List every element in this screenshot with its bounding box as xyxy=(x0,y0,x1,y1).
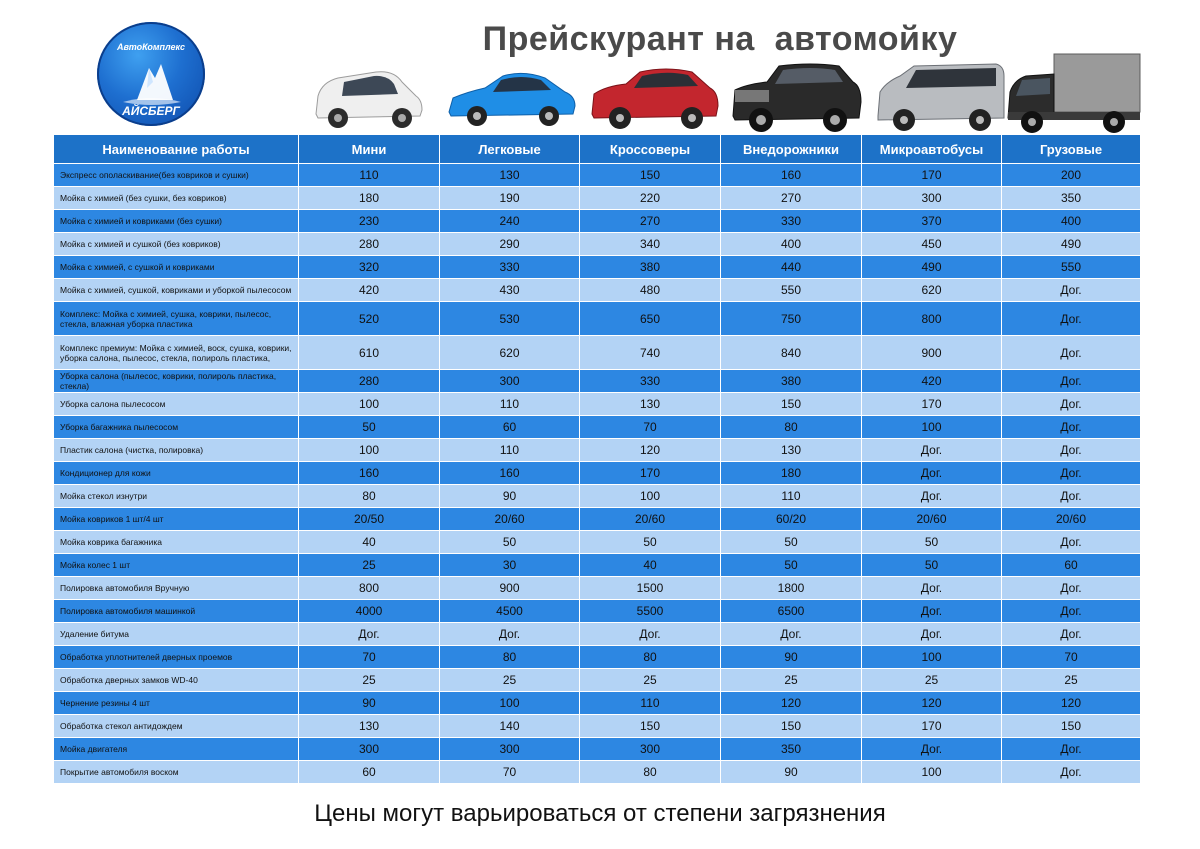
price-cell: Дог. xyxy=(1002,462,1141,485)
price-cell: Дог. xyxy=(1002,279,1141,302)
price-cell: 60 xyxy=(440,416,580,439)
price-cell: 530 xyxy=(440,302,580,336)
price-cell: 380 xyxy=(721,370,862,393)
price-cell: Дог. xyxy=(1002,370,1141,393)
table-row xyxy=(54,554,1141,577)
price-cell: 300 xyxy=(440,738,580,761)
price-cell: 90 xyxy=(299,692,440,715)
price-cell: 150 xyxy=(580,715,721,738)
footer-note: Цены могут варьироваться от степени загрязнения xyxy=(314,800,886,827)
service-name: Кондиционер для кожи xyxy=(54,462,299,485)
price-cell: 70 xyxy=(440,761,580,784)
table-row xyxy=(54,416,1141,439)
table-header-row xyxy=(54,135,1141,164)
price-cell: 60 xyxy=(1002,554,1141,577)
price-cell: 60/20 xyxy=(721,508,862,531)
price-cell: 80 xyxy=(721,416,862,439)
price-cell: 80 xyxy=(580,761,721,784)
sedan-car-icon xyxy=(441,52,581,134)
price-cell: 130 xyxy=(299,715,440,738)
service-name: Мойка с химией и ковриками (без сушки) xyxy=(54,210,299,233)
table-row xyxy=(54,256,1141,279)
header-trucks: Грузовые xyxy=(1002,135,1141,164)
price-cell: 320 xyxy=(299,256,440,279)
table-row xyxy=(54,210,1141,233)
table-row xyxy=(54,187,1141,210)
price-cell: 480 xyxy=(580,279,721,302)
price-cell: Дог. xyxy=(1002,336,1141,370)
price-cell: 130 xyxy=(580,393,721,416)
price-cell: 490 xyxy=(1002,233,1141,256)
price-cell: Дог. xyxy=(1002,416,1141,439)
price-cell: Дог. xyxy=(1002,738,1141,761)
price-cell: 180 xyxy=(721,462,862,485)
table-row xyxy=(54,692,1141,715)
table-row xyxy=(54,577,1141,600)
price-cell: 50 xyxy=(580,531,721,554)
price-cell: Дог. xyxy=(1002,577,1141,600)
price-cell: 4500 xyxy=(440,600,580,623)
price-cell: 110 xyxy=(440,439,580,462)
price-cell: Дог. xyxy=(862,577,1002,600)
price-cell: 240 xyxy=(440,210,580,233)
price-cell: 280 xyxy=(299,233,440,256)
table-row xyxy=(54,623,1141,646)
service-name: Комплекс премиум: Мойка с химией, воск, сушка, коврики, уборка салона, пылесос, стекла, полироль пластика, xyxy=(54,336,299,370)
price-cell: Дог. xyxy=(1002,531,1141,554)
price-cell: 5500 xyxy=(580,600,721,623)
price-cell: 300 xyxy=(440,370,580,393)
service-name: Мойка коврика багажника xyxy=(54,531,299,554)
price-cell: 200 xyxy=(1002,164,1141,187)
service-name: Мойка ковриков 1 шт/4 шт xyxy=(54,508,299,531)
price-cell: 330 xyxy=(721,210,862,233)
price-cell: 550 xyxy=(721,279,862,302)
price-cell: Дог. xyxy=(862,600,1002,623)
price-cell: 610 xyxy=(299,336,440,370)
price-cell: 440 xyxy=(721,256,862,279)
price-cell: 170 xyxy=(580,462,721,485)
price-cell: 650 xyxy=(580,302,721,336)
price-cell: Дог. xyxy=(1002,439,1141,462)
price-cell: Дог. xyxy=(1002,485,1141,508)
service-name: Обработка дверных замков WD-40 xyxy=(54,669,299,692)
service-name: Уборка салона (пылесос, коврики, полироль пластика, стекла) xyxy=(54,370,299,393)
mini-car-icon xyxy=(298,52,438,134)
service-name: Мойка с химией и сушкой (без ковриков) xyxy=(54,233,299,256)
table-row xyxy=(54,233,1141,256)
service-name: Мойка с химией, сушкой, ковриками и уборкой пылесосом xyxy=(54,279,299,302)
price-cell: 620 xyxy=(440,336,580,370)
price-cell: 190 xyxy=(440,187,580,210)
price-cell: 150 xyxy=(721,393,862,416)
service-name: Полировка автомобиля Вручную xyxy=(54,577,299,600)
table-row xyxy=(54,336,1141,370)
price-cell: 280 xyxy=(299,370,440,393)
price-cell: 50 xyxy=(721,554,862,577)
price-cell: 90 xyxy=(721,761,862,784)
price-cell: Дог. xyxy=(862,439,1002,462)
price-cell: 25 xyxy=(580,669,721,692)
price-cell: 340 xyxy=(580,233,721,256)
price-cell: 270 xyxy=(721,187,862,210)
price-cell: 120 xyxy=(580,439,721,462)
price-cell: 160 xyxy=(299,462,440,485)
price-cell: 110 xyxy=(299,164,440,187)
price-cell: Дог. xyxy=(1002,393,1141,416)
price-cell: 70 xyxy=(1002,646,1141,669)
price-cell: 20/60 xyxy=(862,508,1002,531)
price-cell: 750 xyxy=(721,302,862,336)
price-table xyxy=(53,134,1141,784)
price-cell: 90 xyxy=(721,646,862,669)
price-cell: 50 xyxy=(721,531,862,554)
price-cell: 620 xyxy=(862,279,1002,302)
price-cell: 20/50 xyxy=(299,508,440,531)
price-cell: Дог. xyxy=(721,623,862,646)
price-cell: 100 xyxy=(440,692,580,715)
table-body xyxy=(54,164,1141,784)
service-name: Чернение резины 4 шт xyxy=(54,692,299,715)
price-cell: 100 xyxy=(862,646,1002,669)
price-cell: Дог. xyxy=(299,623,440,646)
price-cell: 50 xyxy=(440,531,580,554)
service-name: Уборка багажника пылесосом xyxy=(54,416,299,439)
table-row xyxy=(54,761,1141,784)
price-cell: 350 xyxy=(1002,187,1141,210)
price-cell: 420 xyxy=(862,370,1002,393)
service-name: Обработка уплотнителей дверных проемов xyxy=(54,646,299,669)
price-cell: 25 xyxy=(299,669,440,692)
price-cell: 6500 xyxy=(721,600,862,623)
price-cell: 150 xyxy=(580,164,721,187)
price-cell: 25 xyxy=(299,554,440,577)
price-cell: 130 xyxy=(721,439,862,462)
price-cell: 290 xyxy=(440,233,580,256)
price-cell: 380 xyxy=(580,256,721,279)
price-cell: 80 xyxy=(299,485,440,508)
company-logo xyxy=(97,22,205,126)
price-cell: 20/60 xyxy=(580,508,721,531)
price-cell: 550 xyxy=(1002,256,1141,279)
service-name: Покрытие автомобиля воском xyxy=(54,761,299,784)
price-cell: 170 xyxy=(862,393,1002,416)
header-cars: Легковые xyxy=(440,135,580,164)
price-cell: 130 xyxy=(440,164,580,187)
price-cell: 4000 xyxy=(299,600,440,623)
crossover-car-icon xyxy=(584,52,724,134)
service-name: Мойка колес 1 шт xyxy=(54,554,299,577)
price-cell: 270 xyxy=(580,210,721,233)
price-cell: 100 xyxy=(862,761,1002,784)
table-row xyxy=(54,508,1141,531)
service-name: Пластик салона (чистка, полировка) xyxy=(54,439,299,462)
table-row xyxy=(54,646,1141,669)
price-cell: 520 xyxy=(299,302,440,336)
table-row xyxy=(54,164,1141,187)
iceberg-logo-icon xyxy=(97,22,205,126)
price-cell: Дог. xyxy=(1002,623,1141,646)
price-cell: 400 xyxy=(1002,210,1141,233)
price-cell: 20/60 xyxy=(440,508,580,531)
price-cell: 180 xyxy=(299,187,440,210)
table-row xyxy=(54,393,1141,416)
service-name: Экспресс ополаскивание(без ковриков и сушки) xyxy=(54,164,299,187)
price-cell: 120 xyxy=(721,692,862,715)
price-cell: 1800 xyxy=(721,577,862,600)
price-cell: 120 xyxy=(862,692,1002,715)
price-cell: 370 xyxy=(862,210,1002,233)
service-name: Полировка автомобиля машинкой xyxy=(54,600,299,623)
price-cell: 900 xyxy=(862,336,1002,370)
minibus-icon xyxy=(870,52,1010,134)
price-cell: Дог. xyxy=(1002,302,1141,336)
price-cell: 300 xyxy=(299,738,440,761)
price-cell: 70 xyxy=(299,646,440,669)
price-cell: 420 xyxy=(299,279,440,302)
price-cell: 100 xyxy=(299,439,440,462)
logo-line2: АЙСБЕРГ xyxy=(122,104,180,118)
price-cell: 80 xyxy=(440,646,580,669)
header-mini: Мини xyxy=(299,135,440,164)
header-service: Наименование работы xyxy=(54,135,299,164)
price-cell: Дог. xyxy=(1002,761,1141,784)
price-cell: 25 xyxy=(721,669,862,692)
price-cell: 25 xyxy=(440,669,580,692)
price-cell: Дог. xyxy=(440,623,580,646)
price-cell: 170 xyxy=(862,715,1002,738)
price-cell: 50 xyxy=(299,416,440,439)
table-row xyxy=(54,462,1141,485)
price-cell: 80 xyxy=(580,646,721,669)
header-crossovers: Кроссоверы xyxy=(580,135,721,164)
price-cell: 740 xyxy=(580,336,721,370)
price-cell: 150 xyxy=(721,715,862,738)
price-cell: Дог. xyxy=(862,485,1002,508)
price-cell: 160 xyxy=(440,462,580,485)
price-cell: 840 xyxy=(721,336,862,370)
price-cell: 60 xyxy=(299,761,440,784)
price-cell: 90 xyxy=(440,485,580,508)
price-cell: 70 xyxy=(580,416,721,439)
price-cell: 900 xyxy=(440,577,580,600)
price-cell: 800 xyxy=(862,302,1002,336)
price-cell: 330 xyxy=(580,370,721,393)
table-row xyxy=(54,669,1141,692)
price-cell: 230 xyxy=(299,210,440,233)
price-cell: 490 xyxy=(862,256,1002,279)
price-cell: Дог. xyxy=(862,623,1002,646)
table-row xyxy=(54,738,1141,761)
price-cell: Дог. xyxy=(862,738,1002,761)
price-cell: 30 xyxy=(440,554,580,577)
price-cell: 400 xyxy=(721,233,862,256)
table-row xyxy=(54,439,1141,462)
price-cell: 100 xyxy=(862,416,1002,439)
price-cell: 300 xyxy=(580,738,721,761)
table-row xyxy=(54,485,1141,508)
price-cell: 110 xyxy=(580,692,721,715)
price-cell: 50 xyxy=(862,531,1002,554)
table-row xyxy=(54,370,1141,393)
price-cell: 100 xyxy=(580,485,721,508)
vehicle-illustrations xyxy=(298,52,1142,134)
suv-car-icon xyxy=(727,52,867,134)
service-name: Комплекс: Мойка с химией, сушка, коврики, пылесос, стекла, влажная уборка пластика xyxy=(54,302,299,336)
table-row xyxy=(54,600,1141,623)
table-row xyxy=(54,715,1141,738)
price-cell: 25 xyxy=(1002,669,1141,692)
price-cell: 350 xyxy=(721,738,862,761)
logo-line1: АвтоКомплекс xyxy=(116,42,186,52)
price-cell: 160 xyxy=(721,164,862,187)
table-row xyxy=(54,531,1141,554)
service-name: Удаление битума xyxy=(54,623,299,646)
price-cell: 110 xyxy=(721,485,862,508)
table-row xyxy=(54,279,1141,302)
price-cell: Дог. xyxy=(580,623,721,646)
price-cell: 100 xyxy=(299,393,440,416)
service-name: Мойка стекол изнутри xyxy=(54,485,299,508)
page-title: Прейскурант на автомойку xyxy=(482,20,958,58)
price-cell: 25 xyxy=(862,669,1002,692)
price-cell: 220 xyxy=(580,187,721,210)
price-cell: 50 xyxy=(862,554,1002,577)
price-cell: 300 xyxy=(862,187,1002,210)
price-cell: 430 xyxy=(440,279,580,302)
price-cell: 800 xyxy=(299,577,440,600)
price-cell: 110 xyxy=(440,393,580,416)
price-cell: Дог. xyxy=(1002,600,1141,623)
service-name: Мойка двигателя xyxy=(54,738,299,761)
price-cell: 120 xyxy=(1002,692,1141,715)
price-cell: 170 xyxy=(862,164,1002,187)
service-name: Мойка с химией (без сушки, без ковриков) xyxy=(54,187,299,210)
price-cell: 140 xyxy=(440,715,580,738)
header-suv: Внедорожники xyxy=(721,135,862,164)
service-name: Мойка с химией, с сушкой и ковриками xyxy=(54,256,299,279)
price-cell: 40 xyxy=(580,554,721,577)
header-minibus: Микроавтобусы xyxy=(862,135,1002,164)
service-name: Уборка салона пылесосом xyxy=(54,393,299,416)
service-name: Обработка стекол антидождем xyxy=(54,715,299,738)
truck-icon xyxy=(1002,52,1142,134)
table-row xyxy=(54,302,1141,336)
price-cell: Дог. xyxy=(862,462,1002,485)
price-cell: 1500 xyxy=(580,577,721,600)
price-cell: 330 xyxy=(440,256,580,279)
price-cell: 150 xyxy=(1002,715,1141,738)
price-cell: 450 xyxy=(862,233,1002,256)
price-cell: 20/60 xyxy=(1002,508,1141,531)
price-cell: 40 xyxy=(299,531,440,554)
